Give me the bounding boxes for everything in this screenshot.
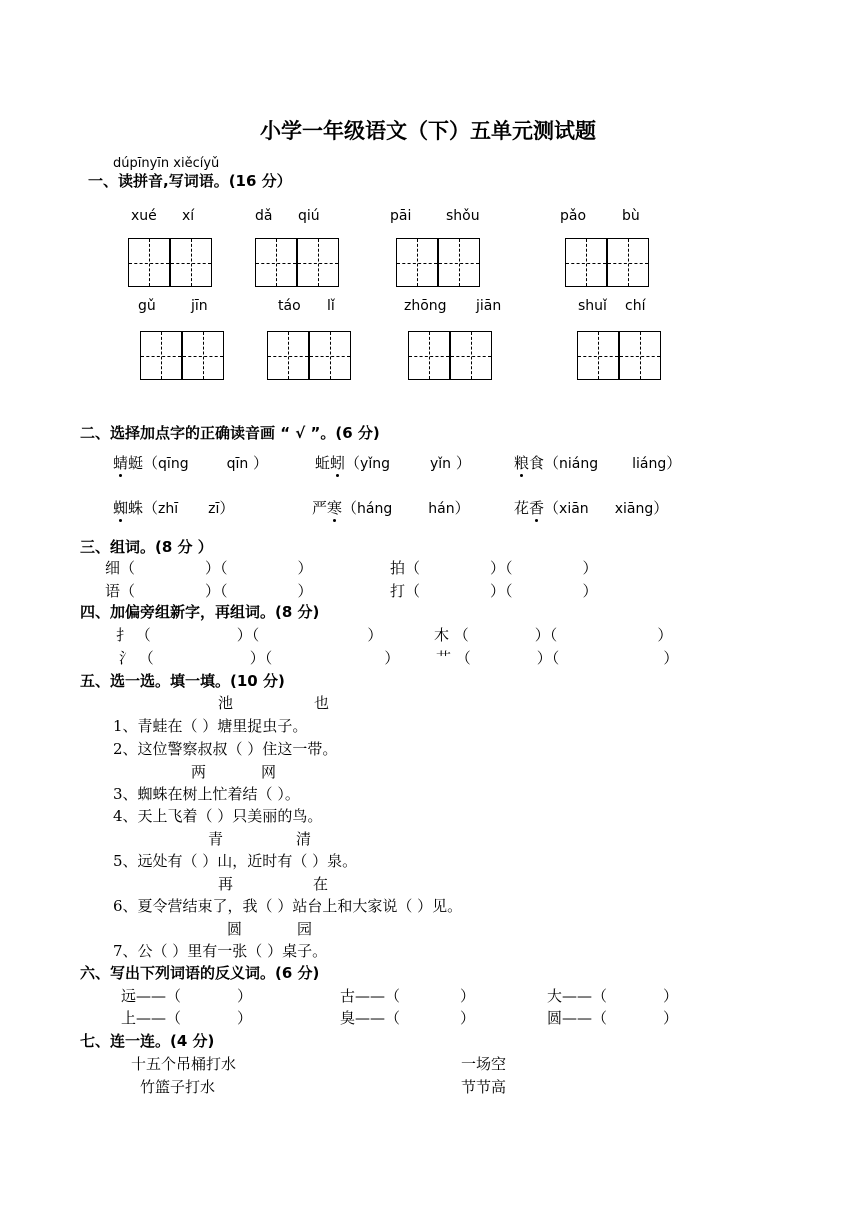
section-2-heading: 二、选择加点字的正确读音画 “ √ ”。(6 分) (80, 424, 380, 442)
option[interactable]: háng (357, 501, 393, 517)
choice-char: 清 (296, 830, 312, 848)
choice-char: 再 (218, 875, 234, 893)
reading-item: 严寒（háng hán） (312, 499, 470, 517)
antonym-item: 臭——（ ） (340, 1009, 476, 1027)
section-3-heading: 三、组词。(8 分 ） (80, 538, 213, 556)
word: 臭—— (340, 1009, 386, 1027)
pinyin: xué (131, 208, 157, 224)
reading-item: 花香（xiān xiāng） (514, 499, 669, 517)
char: 蛛 (128, 499, 144, 517)
option[interactable]: niáng (559, 456, 599, 472)
section-6-heading: 六、写出下列词语的反义词。(6 分) (80, 964, 320, 982)
option[interactable]: xiān (559, 501, 589, 517)
reading-item: 蜘蛛（zhī zī） (113, 499, 235, 517)
writing-box[interactable] (182, 331, 224, 380)
char: 蜻 (113, 454, 129, 472)
option[interactable]: qīn (226, 456, 249, 472)
option[interactable]: yǐn (429, 456, 452, 472)
fill-line: 2、这位警察叔叔（ ）住这一带。 (113, 740, 338, 758)
pinyin: lǐ (327, 298, 335, 314)
choice-char: 圆 (227, 920, 243, 938)
choice-char: 池 (218, 694, 234, 712)
antonym-item: 古——（ ） (340, 987, 476, 1005)
choice-char: 园 (297, 920, 313, 938)
antonym-item: 远——（ ） (121, 987, 253, 1005)
writing-box[interactable] (267, 331, 309, 380)
option[interactable]: liáng (632, 456, 667, 472)
writing-box[interactable] (408, 331, 450, 380)
match-left[interactable]: 竹篮子打水 (140, 1078, 216, 1096)
pinyin: gǔ (138, 298, 156, 314)
writing-box[interactable] (565, 238, 607, 287)
pinyin: xí (182, 208, 195, 224)
reading-item: 蚯蚓（yǐng yǐn ） (315, 454, 471, 472)
word-row: 细（ ）（ ） (105, 559, 313, 577)
writing-box[interactable] (140, 331, 182, 380)
char: 语 (105, 582, 121, 600)
option[interactable]: yǐng (360, 456, 390, 472)
char: 细 (105, 559, 121, 577)
char: 粮 (514, 454, 530, 472)
section-4-heading: 四、加偏旁组新字，再组词。(8 分) (80, 603, 320, 621)
char: 寒 (327, 499, 343, 517)
radical: 木 (434, 626, 450, 644)
section-1-heading: 一、读拼音,写词语。(16 分） (88, 172, 292, 190)
option[interactable]: qīng (158, 456, 189, 472)
option[interactable]: zī (208, 501, 220, 517)
pinyin: zhōng (404, 298, 447, 314)
fill-line: 7、公（ ）里有一张（ ）桌子。 (113, 942, 328, 960)
pinyin: bù (622, 208, 640, 224)
choice-char: 在 (313, 875, 329, 893)
match-right[interactable]: 一场空 (461, 1055, 507, 1073)
word-row: 语（ ）（ ） (105, 582, 313, 600)
char: 蜓 (128, 454, 144, 472)
reading-item: 粮食（niáng liáng） (514, 454, 682, 472)
choice-char: 网 (261, 763, 277, 781)
writing-box[interactable] (170, 238, 212, 287)
char: 打 (390, 582, 406, 600)
writing-box[interactable] (450, 331, 492, 380)
choice-char: 两 (191, 763, 207, 781)
pinyin: jiān (476, 298, 502, 314)
char: 蜘 (113, 499, 129, 517)
writing-box[interactable] (438, 238, 480, 287)
radical-row: 氵 （ ）（ ） (119, 649, 400, 667)
word-row: 拍（ ）（ ） (390, 559, 598, 577)
antonym-item: 上——（ ） (121, 1009, 253, 1027)
pinyin: jīn (191, 298, 208, 314)
option[interactable]: hán (428, 501, 455, 517)
antonym-item: 圆——（ ） (547, 1009, 679, 1027)
section-7-heading: 七、连一连。(4 分) (80, 1032, 215, 1050)
antonym-item: 大——（ ） (547, 987, 679, 1005)
pinyin: dǎ (255, 208, 273, 224)
char: 蚯 (315, 454, 331, 472)
pinyin: qiú (298, 208, 320, 224)
fill-line: 6、夏令营结束了，我（ ）站台上和大家说（ ）见。 (113, 897, 463, 915)
fill-line: 5、远处有（ ）山，近时有（ ）泉。 (113, 852, 358, 870)
writing-box[interactable] (396, 238, 438, 287)
char: 严 (312, 499, 328, 517)
fill-line: 4、天上飞着（ ）只美丽的鸟。 (113, 807, 323, 825)
writing-box[interactable] (255, 238, 297, 287)
word: 大—— (547, 987, 593, 1005)
choice-char: 也 (314, 694, 330, 712)
pinyin: pǎo (560, 208, 587, 224)
writing-box[interactable] (128, 238, 170, 287)
option[interactable]: xiāng (614, 501, 654, 517)
word: 上—— (121, 1009, 167, 1027)
choice-char: 青 (208, 830, 224, 848)
radical: 艹 (436, 649, 452, 667)
pinyin: táo (278, 298, 301, 314)
char: 拍 (390, 559, 406, 577)
writing-box[interactable] (607, 238, 649, 287)
word: 圆—— (547, 1009, 593, 1027)
pinyin: pāi (390, 208, 412, 224)
reading-item: 蜻蜓（qīng qīn ） (113, 454, 269, 472)
fill-line: 3、蜘蛛在树上忙着结（ ）。 (113, 785, 300, 803)
radical: 氵 (119, 649, 135, 667)
char: 香 (529, 499, 545, 517)
section-1-pinyin: dúpīnyīn xiěcíyǔ (113, 156, 220, 171)
char: 蚓 (330, 454, 346, 472)
writing-box[interactable] (619, 331, 661, 380)
radical: 扌 (116, 626, 132, 644)
pinyin: shǒu (446, 208, 480, 224)
page-title: 小学一年级语文（下）五单元测试题 (260, 119, 596, 143)
match-left[interactable]: 十五个吊桶打水 (131, 1055, 237, 1073)
match-right[interactable]: 节节高 (461, 1078, 507, 1096)
radical-row: 木 （ ）（ ） (434, 626, 673, 644)
char: 花 (514, 499, 530, 517)
option[interactable]: zhī (158, 501, 179, 517)
fill-line: 1、青蛙在（ ）塘里捉虫子。 (113, 717, 308, 735)
word: 古—— (340, 987, 386, 1005)
section-5-heading: 五、选一选。填一填。(10 分) (80, 672, 285, 690)
writing-box[interactable] (577, 331, 619, 380)
word: 远—— (121, 987, 167, 1005)
pinyin: shuǐ (578, 298, 607, 314)
radical-row: 扌 （ ）（ ） (116, 626, 383, 644)
writing-box[interactable] (309, 331, 351, 380)
pinyin: chí (625, 298, 646, 314)
writing-box[interactable] (297, 238, 339, 287)
char: 食 (529, 454, 545, 472)
radical-row: 艹 （ ）（ ） (436, 649, 679, 667)
word-row: 打（ ）（ ） (390, 582, 598, 600)
